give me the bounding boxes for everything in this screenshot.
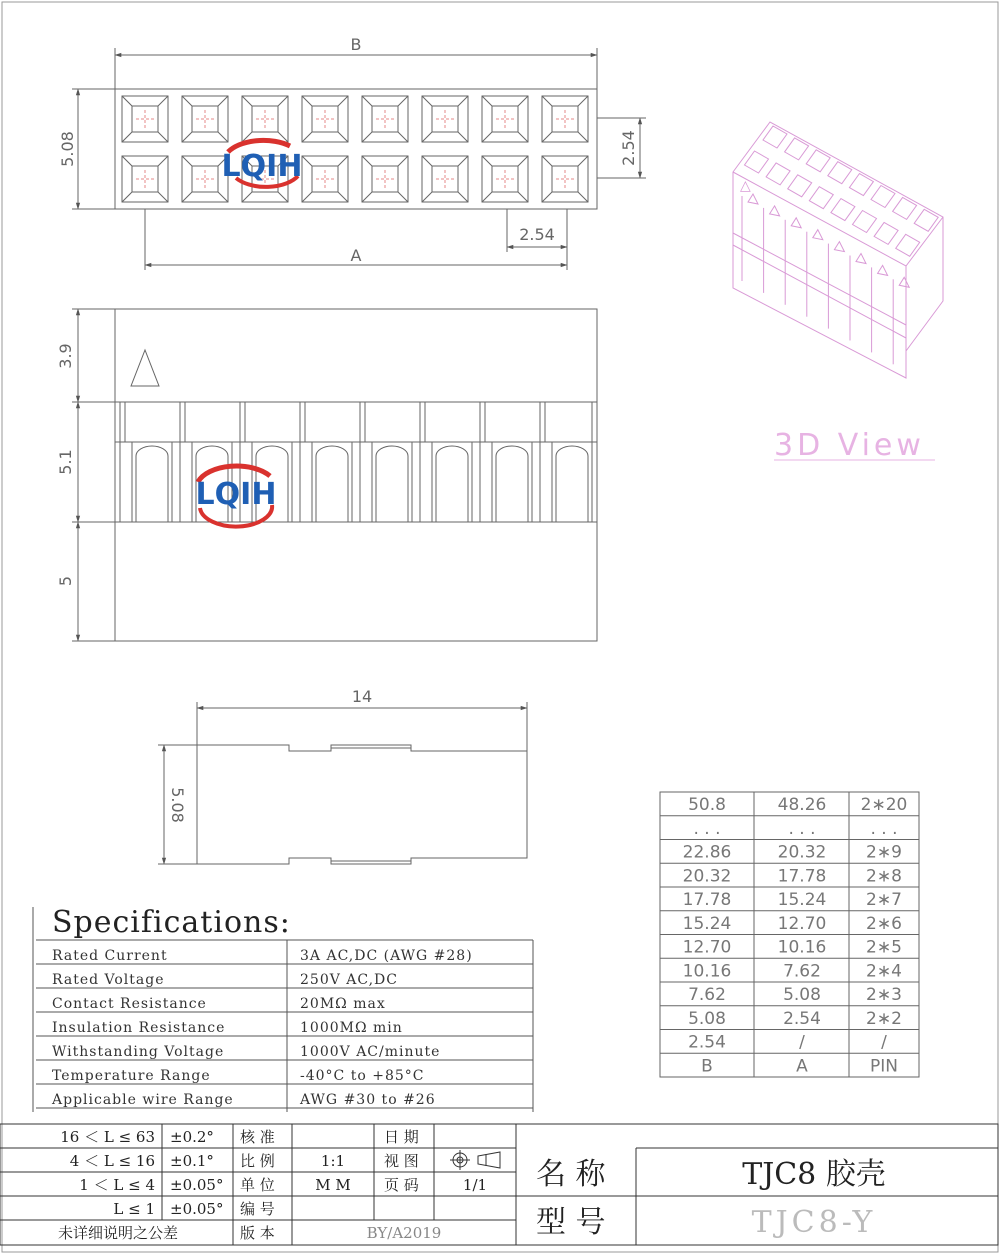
spec-value: 20MΩ max bbox=[300, 996, 386, 1012]
cavity bbox=[422, 156, 468, 202]
spec-value: AWG #30 to #26 bbox=[300, 1092, 436, 1108]
spec-value: 1000MΩ min bbox=[300, 1020, 403, 1036]
size-table-cell: 2∗3 bbox=[866, 985, 902, 1005]
cavity bbox=[482, 96, 528, 142]
size-table-cell: 48.26 bbox=[777, 795, 827, 815]
label-scale: 比 例 bbox=[240, 1152, 275, 1170]
size-table-cell: / bbox=[799, 1032, 805, 1053]
spec-value: 3A AC,DC (AWG #28) bbox=[300, 948, 473, 964]
spec-name: Rated Current bbox=[52, 948, 168, 964]
dim-upper-label: 3.9 bbox=[56, 343, 75, 369]
logo-top bbox=[222, 140, 303, 187]
top-view-outline bbox=[115, 89, 597, 209]
spec-name: Applicable wire Range bbox=[52, 1092, 234, 1108]
label-date: 日 期 bbox=[384, 1128, 419, 1146]
spec-name: Contact Resistance bbox=[52, 996, 207, 1012]
front-slot bbox=[420, 402, 472, 522]
dim-lower-label: 5 bbox=[56, 575, 75, 587]
front-slot bbox=[480, 402, 532, 522]
dim-height-label: 5.08 bbox=[58, 131, 77, 167]
size-table-cell: 12.70 bbox=[777, 913, 827, 934]
cavity bbox=[302, 96, 348, 142]
spec-name: Withstanding Voltage bbox=[52, 1044, 225, 1060]
tolerance-value: ±0.2° bbox=[170, 1128, 214, 1146]
label-check: 核 准 bbox=[240, 1128, 275, 1146]
dim-pitch-h-label: 2.54 bbox=[519, 225, 555, 244]
front-slot bbox=[300, 402, 352, 522]
cavity bbox=[242, 96, 288, 142]
size-table-cell: / bbox=[881, 1032, 887, 1053]
label-view: 视 图 bbox=[384, 1152, 419, 1170]
front-slot bbox=[120, 402, 172, 522]
label-page: 页 码 bbox=[384, 1176, 419, 1194]
size-table-cell: 2∗7 bbox=[866, 890, 902, 910]
size-table-cell: 7.62 bbox=[783, 961, 821, 982]
side-height-label: 5.08 bbox=[168, 787, 187, 823]
top-view bbox=[72, 48, 646, 270]
dim-b-label: B bbox=[350, 35, 362, 54]
pin1-triangle bbox=[131, 350, 159, 386]
size-table-cell: 17.78 bbox=[777, 866, 827, 887]
view-3d-label: 3D View bbox=[774, 428, 925, 463]
unit-value: M M bbox=[315, 1176, 351, 1194]
view-3d-drawing bbox=[733, 122, 943, 378]
size-table-cell: 2.54 bbox=[688, 1032, 726, 1053]
tolerance-value: ±0.05° bbox=[170, 1176, 224, 1194]
spec-name: Insulation Resistance bbox=[52, 1020, 226, 1036]
tolerance-range: 16 ＜ L ≤ 63 bbox=[60, 1128, 155, 1146]
size-table-cell: 20.32 bbox=[777, 842, 827, 863]
size-table-cell: 5.08 bbox=[688, 1008, 726, 1029]
size-table-cell: 2∗20 bbox=[860, 795, 908, 815]
size-table-cell: 7.62 bbox=[688, 985, 726, 1005]
size-table-cell: 22.86 bbox=[682, 842, 732, 863]
label-version: 版 本 bbox=[240, 1224, 275, 1242]
label-code: 编 号 bbox=[240, 1200, 275, 1218]
front-slot bbox=[540, 402, 592, 522]
size-table-cell: 2∗6 bbox=[866, 913, 902, 934]
front-view-outline bbox=[115, 309, 597, 641]
size-table-cell: 50.8 bbox=[688, 795, 726, 815]
logo-top-text: LQIH bbox=[221, 149, 303, 184]
cavity bbox=[542, 156, 588, 202]
spec-value: -40°C to +85°C bbox=[300, 1068, 425, 1084]
top-view-cavities bbox=[122, 96, 588, 202]
front-view bbox=[72, 309, 597, 641]
cavity bbox=[122, 96, 168, 142]
name-value: TJC8 胶壳 bbox=[742, 1157, 886, 1192]
label-model: 型 号 bbox=[536, 1205, 606, 1240]
size-table-cell: PIN bbox=[870, 1056, 898, 1077]
tolerance-range: L ≤ 1 bbox=[113, 1200, 155, 1218]
size-table-cell: 12.70 bbox=[682, 937, 732, 958]
svg-text:△: △ bbox=[740, 178, 751, 194]
cavity bbox=[362, 156, 408, 202]
dim-pitch-v-label: 2.54 bbox=[619, 130, 638, 166]
size-table-cell: B bbox=[701, 1056, 713, 1077]
size-table-cell: 10.16 bbox=[682, 961, 732, 982]
tolerance-range: 1 ＜ L ≤ 4 bbox=[79, 1176, 155, 1194]
label-unit: 单 位 bbox=[240, 1176, 275, 1194]
size-table-cell: 15.24 bbox=[777, 890, 827, 910]
spec-name: Rated Voltage bbox=[52, 972, 165, 988]
size-table-cell: 20.32 bbox=[682, 866, 732, 887]
size-table-cell: 2.54 bbox=[783, 1008, 821, 1029]
spec-value: 250V AC,DC bbox=[300, 972, 398, 988]
spec-name: Temperature Range bbox=[52, 1068, 211, 1084]
size-table-cell: 15.24 bbox=[682, 913, 732, 934]
size-table-cell: 10.16 bbox=[777, 937, 827, 958]
tolerance-value: ±0.05° bbox=[170, 1200, 224, 1218]
tolerance-note: 未详细说明之公差 bbox=[58, 1224, 179, 1242]
side-view bbox=[158, 702, 527, 864]
model-value: TJC8-Y bbox=[751, 1205, 877, 1240]
size-table-cell: 17.78 bbox=[682, 890, 732, 910]
scale-value: 1:1 bbox=[320, 1152, 346, 1170]
size-table-cell: 2∗5 bbox=[866, 937, 902, 958]
size-table-cell: 5.08 bbox=[783, 985, 821, 1005]
size-table-cell: 2∗2 bbox=[866, 1008, 902, 1029]
size-table-cell: 2∗8 bbox=[866, 866, 902, 887]
side-length-label: 14 bbox=[351, 687, 373, 706]
size-table-cell: A bbox=[796, 1056, 808, 1077]
size-table-cell: . . . bbox=[788, 818, 816, 839]
logo-front-text: LQIH bbox=[195, 477, 277, 512]
label-name: 名 称 bbox=[536, 1157, 606, 1192]
tolerance-value: ±0.1° bbox=[170, 1152, 214, 1170]
spec-value: 1000V AC/minute bbox=[300, 1044, 441, 1060]
version-value: BY/A2019 bbox=[366, 1224, 442, 1242]
size-table-cell: 2∗9 bbox=[866, 842, 902, 863]
size-table-cell: . . . bbox=[870, 818, 898, 839]
logo-front bbox=[196, 466, 277, 527]
front-view-slots bbox=[120, 402, 592, 522]
cavity bbox=[122, 156, 168, 202]
dim-middle-label: 5.1 bbox=[56, 449, 75, 475]
cavity bbox=[422, 96, 468, 142]
tolerance-range: 4 ＜ L ≤ 16 bbox=[69, 1152, 155, 1170]
size-table-cell: . . . bbox=[693, 818, 721, 839]
cavity bbox=[182, 96, 228, 142]
cavity bbox=[542, 96, 588, 142]
dim-a-label: A bbox=[350, 246, 362, 265]
page-value: 1/1 bbox=[462, 1176, 488, 1194]
front-slot bbox=[360, 402, 412, 522]
specifications-title: Specifications: bbox=[52, 905, 291, 940]
size-table-cell: 2∗4 bbox=[866, 961, 902, 982]
cavity bbox=[302, 156, 348, 202]
cavity bbox=[362, 96, 408, 142]
cavity bbox=[482, 156, 528, 202]
